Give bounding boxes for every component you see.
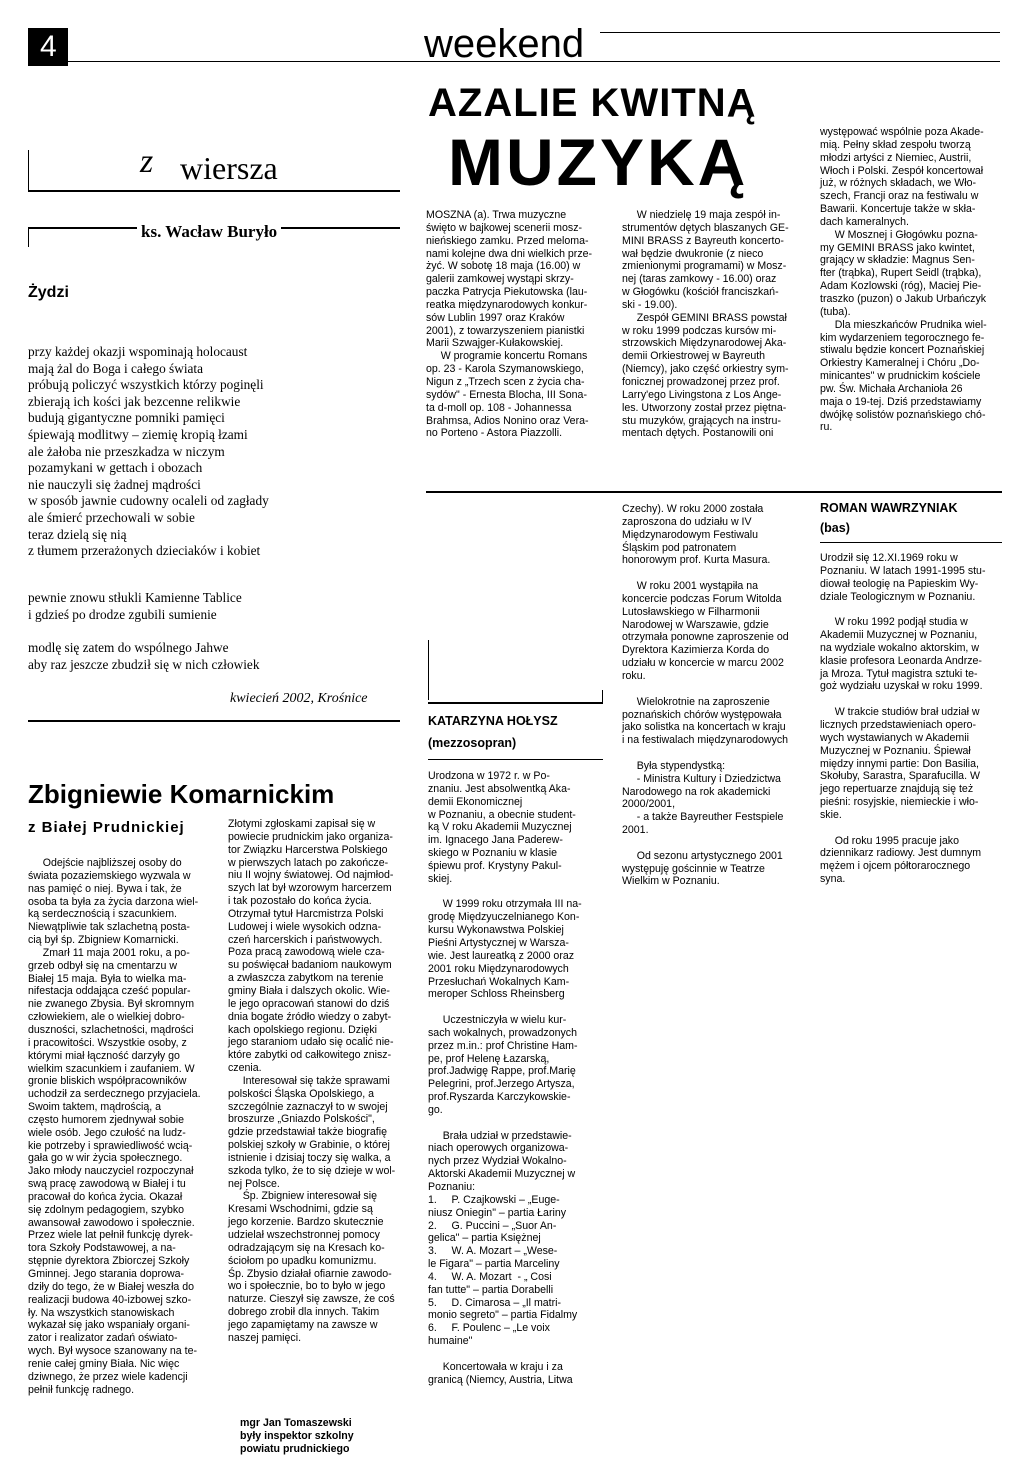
poem-rule-top	[28, 190, 400, 192]
azalie-col-2: W niedzielę 19 maja zespół in- strumentów dętych blaszanych GE- MINI BRASS z Bayreuth koncerto- wał będzie dwukronie (z nieco zmienionymi programami) w Mosz- nej (taras zamkowy - 16.00) oraz w Głogówku (kościół franciszkań- ski - 19.00). Zespół GEMINI BRASS powstał w roku 1999 podczas kursów mi- strzowskich Międzynarodowej Aka- demii Orkiestrowej w Bayreuth (Niemcy), jako część orkiestry sym- fonicznej prowadzonej przez prof. Larry'ego Livingstona z Los Ange- les. Utworzony został przez piętna- stu muzyków, grających na instru- mentach dętych. Postanowili oni	[622, 209, 789, 440]
wawrzyniak-name: ROMAN WAWRZYNIAK	[820, 501, 958, 515]
holysz-rule-left	[428, 640, 429, 700]
headline-bottom: MUZYKĄ	[448, 125, 749, 199]
rubric-title: wiersza	[180, 150, 278, 186]
komarnicki-signature: mgr Jan Tomaszewski były inspektor szkolny powiatu prudnickiego	[240, 1417, 354, 1455]
komarnicki-col-2: Złotymi zgłoskami zapisał się w powiecie prudnickim jako organiza- tor Związku Harcerstwa Polskiego w pierwszych latach po zakończe- niu II wojny światowej. Od najmłod- szych lat był wzorowym harcerzem i tak pozostało do końca życia. Otrzymał tytuł Harcmistrza Polski Ludowej i wiele wysokich odzna- czeń harcerskich i państwowych. Poza pracą zawodową wiele cza- su poświęcał badaniom naukowym a zwłaszcza zabytkom na terenie gminy Biała i dalszych okolic. Wie- le jego opracowań stanowi do dziś dnia bogate źródło wiedzy o zabyt- kach opolskiego regionu. Dzięki jego staraniom udało się ocalić nie- które zabytki od całkowitego znisz- czenia. Interesował się także sprawami polskości Śląska Opolskiego, a szczególnie zaznaczył to w swojej broszurze „Gniazdo Polskości", gdzie przedstawiał także biografię polskiej szkoły w Grabinie, o której istnienie i dzisiaj toczy się walka, a szkoda tylko, że to się dzieje w wol- nej Polsce. Śp. Zbigniew interesował się Kresami Wschodnimi, gdzie są jego korzenie. Bardzo skutecznie udzielał wszechstronnej pomocy odradzającym się na Kresach ko- ściołom po upadku komunizmu. Śp. Zbysio działał ofiarnie zawodo- wo i społecznie, bo to było w jego naturze. Cieszył się zawsze, że coś dobrego zrobił dla innych. Takim jego zapamiętamy na zawsze w naszej pamięci.	[228, 818, 396, 1344]
poem-author: ks. Wacław Buryło	[137, 221, 281, 243]
page-number: 4	[40, 30, 57, 63]
poem-stanza-3: modlę się zatem do wspólnego Jahwe aby raz jeszcze zbudził się w nich człowiek	[28, 640, 260, 672]
holysz-text-cont: Czechy). W roku 2000 została zaproszona do udziału w IV Międzynarodowym Festiwalu Śląskim pod patronatem honorowym prof. Kurta Masura. W roku 2001 wystąpiła na koncercie podczas Forum Witolda Lutosławskiego w Filharmonii Narodowej w Warszawie, gdzie otrzymała ponowne zaproszenie od Dyrektora Kazimierza Korda do udziału w koncercie w marcu 2002 roku. Wielokrotnie na zaproszenie poznańskich chórów występowała jako solistka na koncertach w kraju i na festiwalach międzynarodowych Była stypendystką: - Ministra Kultury i Dziedzictwa Narodowego na rok akademicki 2000/2001, - a także Bayreuther Festspiele 2001. Od sezonu artystycznego 2001 występuję gościnnie w Teatrze Wielkim w Poznaniu.	[622, 503, 789, 888]
holysz-name: KATARZYNA HOŁYSZ	[428, 714, 558, 728]
holysz-voice: (mezzosopran)	[428, 736, 517, 750]
azalie-col-3: występować wspólnie poza Akade- mią. Pełny skład zespołu tworzą młodzi artyści z Niemiec, Austrii, Włoch i Polski. Zespół koncertował już, w różnych składach, we Wło- szech, Francji oraz na festiwalu w Bawarii. Koncertuje także w skła- dach kameralnych. W Mosznej i Głogówku pozna- my GEMINI BRASS jako kwintet, grający w składzie: Magnus Sen- fter (trąbka), Rupert Seidl (trąbka), Adam Kozlowski (róg), Maciej Pie- traszko (puzon) o Jakub Urbańczyk (tuba). Dla mieszkańców Prudnika wiel- kim wydarzeniem tegorocznego fe- stiwalu będzie koncert Poznańskiej Orkiestry Kameralnej i Chóru „Do- minicantes" w prudnickim kościele pw. Św. Michała Archanioła 26 maja o 19-tej. Dziś przedstawiamy dwójkę solistów poznańskiego chó- ru.	[820, 126, 987, 434]
poem-date-place: kwiecień 2002, Krośnice	[230, 691, 368, 706]
wawrzyniak-voice: (bas)	[820, 521, 850, 535]
poem-rule-bottom	[28, 720, 400, 722]
wawrzyniak-text: Urodził się 12.XI.1969 roku w Poznaniu. W latach 1991-1995 stu- diował teologię na Papieskim Wy- dziale Teologicznym w Poznaniu. W roku 1992 podjął studia w Akademii Muzycznej w Poznaniu, na wydziale wokalno aktorskim, w klasie profesora Leonarda Andrze- ja Mroza. Tytuł magistra sztuki te- goż wydziału uzyskał w roku 1999. W trakcie studiów brał udział w licznych przedstawieniach opero- wych wystawianych w Akademii Muzycznej w Poznaniu. Śpiewał między innymi partie: Don Basilia, Skołuby, Sarastra, Sparafucilla. W jego repertuarze znajdują się też pieśni: rosyjskie, niemieckie i wło- skie. Od roku 1995 pracuje jako dziennikarz radiowy. Jest dumnym mężem i ojcem półtorarocznego syna.	[820, 552, 986, 886]
poem-title: Żydzi	[28, 284, 69, 301]
komarnicki-subtitle: z Białej Prudnickiej	[28, 819, 185, 836]
author-rule-left	[28, 227, 29, 247]
holysz-rule-top	[428, 702, 603, 704]
holysz-rule-under	[428, 759, 603, 760]
azalie-col-1: MOSZNA (a). Trwa muzyczne święto w bajkowej scenerii mosz- nieńskiego zamku. Przed meloma- nami kolejne dwa dni wielkich prze- żyć. W sobotę 18 maja (16.00) w galerii zamkowej wystąpi skrzy- paczka Patrycja Piekutowska (lau- reatka międzynarodowych konkur- sów Lublin 1997 oraz Kraków 2001), z towarzyszeniem pianistki Marii Szwajger-Kułakowskiej. W programie koncertu Romans op. 23 - Karola Szymanowskiego, Nigun z „Trzech scen z życia cha- sydów" - Ernesta Blocha, III Sona- ta d-moll op. 108 - Johannessa Brahmsa, Adios Nonino oraz Vera- no Porteno - Astora Piazzolli.	[426, 209, 593, 440]
header-rule-top	[600, 32, 1000, 33]
poem-rule-left	[28, 150, 29, 192]
wawrzyniak-rule-under	[820, 542, 1002, 543]
poem-stanza-1: przy każdej okazji wspominają holocaust mają żal do Boga i całego świata próbują policzyć wszystkich którzy poginęli zbierają ich kości jak bezcenne relikwie budują gigantyczne pomniki pamięci śpiewają modlitwy – ziemię kropią łzami ale żałoba nie przeszkadza w niczym pozamykani w gettach i obozach nie nauczyli się żadnej mądrości w sposób jawnie cudowny ocaleli od zagłady ale śmierć przechowali w sobie teraz dzielą się nią z tłumem przerażonych dzieciaków i kobiet	[28, 344, 269, 559]
komarnicki-col-1: Odejście najbliższej osoby do świata pozaziemskiego wyzwala w nas pamięć o niej. Bywa i tak, że osoba ta była za życia darzona wiel- ką serdecznością i szacunkiem. Niewątpliwie tak szlachetną posta- cią był śp. Zbigniew Komarnicki. Zmarł 11 maja 2001 roku, a po- grzeb odbył się na cmentarzu w Białej 15 maja. Była to wielka ma- nifestacja oddająca cześć popular- nie zwanego Zbysia. Był skromnym człowiekiem, ale o wielkiej dobro- duszności, szlachetności, mądrości i pracowitości. Wszystkie osoby, z którymi miał łączność darzyły go wielkim szacunkiem i zaufaniem. W gronie bliskich współpracowników uchodził za serdecznego przyjaciela. Swoim taktem, mądrością, a często humorem zjednywał sobie wiele osób. Jego czułość na ludz- kie potrzeby i sprawiedliwość wcią- gała go w wir życia społecznego. Jako młody nauczyciel rozpoczynał swą pracę zawodową w Białej i tu pracował do końca życia. Okazał się zdolnym pedagogiem, szybko awansował zawodowo i społecznie. Przez wiele lat pełnił funkcję dyrek- tora Szkoły Podstawowej, a na- stępnie dyrektora Zbiorczej Szkoły Gminnej. Jego starania doprowa- dziły do tego, że w Białej weszła do realizacji budowa 40-izbowej szko- ły. Na wszystkich stanowiskach wykazał się jako wspaniały organi- zator i realizator zadań oświato- wych. Był wysoce szanowany na te- renie całej gminy Biała. Nic więc dziwnego, że przez wiele kadencji pełnił funkcję radnego.	[28, 857, 201, 1396]
section-label: weekend	[424, 22, 585, 66]
holysz-rule-right	[602, 690, 603, 704]
holysz-text: Urodzona w 1972 r. w Po- znaniu. Jest absolwentką Aka- demii Ekonomicznej w Poznaniu, a obecnie student- ką V roku Akademii Muzycznej im. Ignacego Jana Paderew- skiego w Poznaniu w klasie śpiewu prof. Krystyny Pakul- skiej. W 1999 roku otrzymała III na- grodę Międzyuczelnianego Kon- kursu Wykonawstwa Polskiej Pieśni Artystycznej w Warsza- wie. Jest laureatką z 2000 oraz 2001 roku Międzynarodowych Przesłuchań Wokalnych Kam- meroper Schloss Rheinsberg Uczestniczyła w wielu kur- sach wokalnych, prowadzonych przez m.in.: prof Christine Ham- pe, prof Helenę Łazarską, prof.Jadwigę Rappe, prof.Marię Pelegrini, prof.Jerzego Artysza, prof.Ryszarda Karczykowskie- go. Brała udział w przedstawie- niach operowych organizowa- nych przez Wydział Wokalno- Aktorski Akademii Muzycznej w Poznaniu: 1. P. Czajkowski – „Euge- niusz Oniegin" – partia Łariny 2. G. Puccini – „Suor An- gelica" – partia Księżnej 3. W. A. Mozart – „Wese- le Figara" – partia Marceliny 4. W. A. Mozart - „ Cosi fan tutte" – partia Dorabelli 5. D. Cimarosa – „Il matri- monio segreto" – partia Fidalmy 6. F. Poulenc – „Le voix humaine" Koncertowała w kraju i za granicą (Niemcy, Austria, Litwa	[428, 770, 582, 1386]
rubric-prefix: z	[140, 143, 154, 180]
komarnicki-title: Zbigniewie Komarnickim	[28, 779, 335, 809]
azalie-rule-bottom	[426, 491, 1002, 493]
headline-top: AZALIE KWITNĄ	[428, 81, 757, 125]
poem-stanza-2: pewnie znowu stłukli Kamienne Tablice i gdzieś po drodze zgubili sumienie	[28, 590, 242, 622]
